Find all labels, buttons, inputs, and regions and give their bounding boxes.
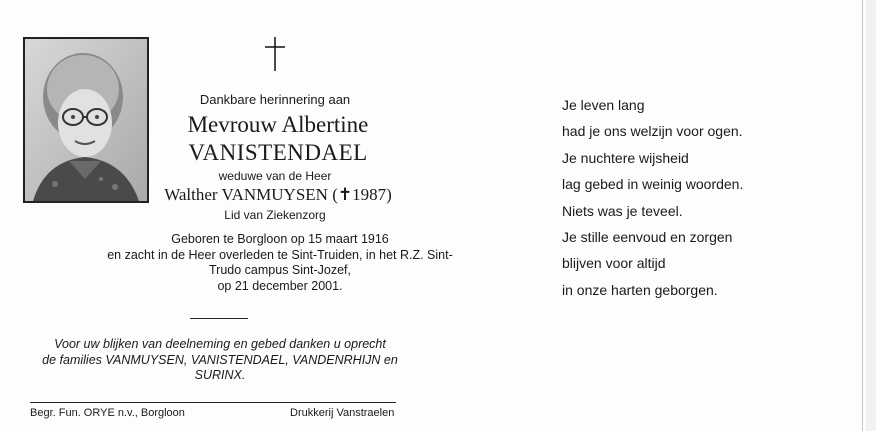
poem-line: Je leven lang (562, 97, 645, 113)
membership-text: Lid van Ziekenzorg (224, 208, 326, 222)
poem-line: blijven voor altijd (562, 255, 666, 272)
poem-line: Je stille eenvoud en zorgen (562, 228, 733, 245)
deceased-surname: VANISTENDAEL (188, 140, 368, 165)
poem-line: lag gebed in weinig woorden. (562, 176, 744, 193)
printer-credit: Drukkerij Vanstraelen (290, 407, 395, 419)
intro-text: Dankbare herinnering aan (199, 92, 351, 107)
section-divider (190, 318, 248, 319)
poem-line: in onze harten geborgen. (562, 281, 718, 298)
birth-death-line: op 21 december 2001. (217, 278, 343, 293)
undertaker-credit: Begr. Fun. ORYE n.v., Borgloon (30, 407, 185, 419)
birth-death-line: Geboren te Borgloon op 15 maart 1916 (171, 232, 389, 246)
latin-cross-icon (263, 37, 287, 71)
birth-death-line: en zacht in de Heer overleden te Sint-Truiden, in het R.Z. Sint- (107, 247, 453, 262)
thanks-block (10, 337, 430, 384)
birth-death-line: Trudo campus Sint-Jozef, (209, 263, 351, 277)
thanks-line: Voor uw blijken van deelneming en gebed danken u oprecht (54, 337, 386, 351)
card-fold-line (862, 0, 863, 431)
widow-of-text: weduwe van de Heer (218, 169, 332, 183)
poem (562, 95, 743, 306)
footer-rule (30, 402, 396, 403)
deceased-name-line1: Mevrouw Albertine (187, 112, 369, 137)
poem-line: Niets was je teveel. (562, 202, 683, 219)
portrait-photo (23, 37, 149, 203)
thanks-line: de families VANMUYSEN, VANISTENDAEL, VANDENRHIJN en (42, 352, 398, 367)
thanks-line: SURINX. (194, 368, 246, 382)
birth-death-block (30, 232, 530, 294)
husband-name: Walther VANMUYSEN (✝1987) (164, 185, 392, 204)
card-edge (866, 0, 876, 431)
poem-line: Je nuchtere wijsheid (562, 149, 689, 166)
poem-line: had je ons welzijn voor ogen. (562, 123, 743, 140)
